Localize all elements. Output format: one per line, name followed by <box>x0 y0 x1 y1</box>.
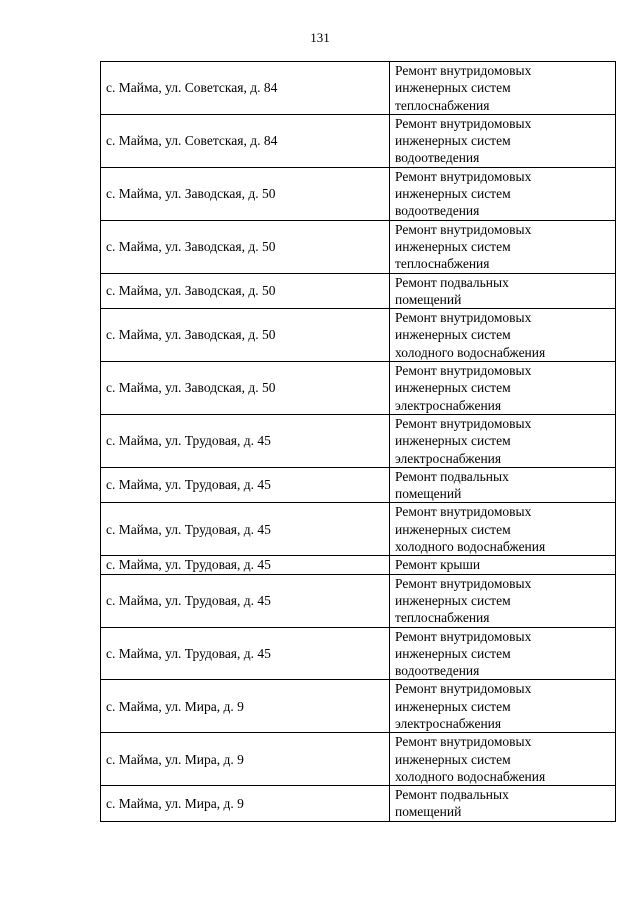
work-line: инженерных систем <box>395 751 511 767</box>
work-line: инженерных систем <box>395 380 511 396</box>
table-row <box>101 733 616 786</box>
address-cell: с. Майма, ул. Заводская, д. 50 <box>101 167 390 220</box>
work-line: Ремонт внутридомовых <box>395 681 532 697</box>
work-cell <box>390 309 616 362</box>
work-line: Ремонт внутридомовых <box>395 415 532 431</box>
work-line: инженерных систем <box>395 238 511 254</box>
address-cell: с. Майма, ул. Трудовая, д. 45 <box>101 503 390 556</box>
work-cell <box>390 414 616 467</box>
table-row <box>101 574 616 627</box>
table-row <box>101 220 616 273</box>
work-cell <box>390 62 616 115</box>
table-row <box>101 414 616 467</box>
work-line: инженерных систем <box>395 186 511 202</box>
address-cell: с. Майма, ул. Трудовая, д. 45 <box>101 467 390 503</box>
work-line: холодного водоснабжения <box>395 539 546 555</box>
work-line: инженерных систем <box>395 80 511 96</box>
work-line: инженерных систем <box>395 645 511 661</box>
work-line: Ремонт подвальных <box>395 787 509 803</box>
address-cell: с. Майма, ул. Заводская, д. 50 <box>101 309 390 362</box>
work-line: водоотведения <box>395 203 480 219</box>
work-cell <box>390 167 616 220</box>
work-cell <box>390 467 616 503</box>
work-line: помещений <box>395 291 462 307</box>
table-row <box>101 680 616 733</box>
work-line: инженерных систем <box>395 327 511 343</box>
work-cell <box>390 680 616 733</box>
work-line: Ремонт внутридомовых <box>395 628 532 644</box>
work-line: холодного водоснабжения <box>395 344 546 360</box>
work-line: инженерных систем <box>395 433 511 449</box>
works-table-body <box>101 62 616 822</box>
work-line: водоотведения <box>395 663 480 679</box>
table-row <box>101 362 616 415</box>
address-cell: с. Майма, ул. Трудовая, д. 45 <box>101 627 390 680</box>
table-row <box>101 309 616 362</box>
work-line: инженерных систем <box>395 521 511 537</box>
work-line: инженерных систем <box>395 133 511 149</box>
table-row <box>101 167 616 220</box>
table-row <box>101 273 616 309</box>
work-line: инженерных систем <box>395 698 511 714</box>
address-cell: с. Майма, ул. Заводская, д. 50 <box>101 362 390 415</box>
work-cell <box>390 556 616 574</box>
work-line: теплоснабжения <box>395 610 490 626</box>
work-cell <box>390 786 616 822</box>
work-line: теплоснабжения <box>395 97 490 113</box>
work-line: электроснабжения <box>395 450 502 466</box>
address-cell: с. Майма, ул. Заводская, д. 50 <box>101 273 390 309</box>
work-line: водоотведения <box>395 150 480 166</box>
address-cell: с. Майма, ул. Советская, д. 84 <box>101 62 390 115</box>
work-line: инженерных систем <box>395 592 511 608</box>
table-row <box>101 467 616 503</box>
work-cell <box>390 362 616 415</box>
work-cell <box>390 627 616 680</box>
table-row <box>101 503 616 556</box>
work-line: Ремонт внутридомовых <box>395 168 532 184</box>
address-cell: с. Майма, ул. Заводская, д. 50 <box>101 220 390 273</box>
page-number: 131 <box>310 30 330 45</box>
address-cell: с. Майма, ул. Мира, д. 9 <box>101 786 390 822</box>
table-row <box>101 62 616 115</box>
work-line: Ремонт внутридомовых <box>395 63 532 78</box>
work-line: Ремонт подвальных <box>395 468 509 484</box>
work-cell <box>390 574 616 627</box>
work-line: Ремонт подвальных <box>395 274 509 290</box>
table-row <box>101 556 616 574</box>
work-line: Ремонт крыши <box>395 557 481 573</box>
address-cell: с. Майма, ул. Мира, д. 9 <box>101 733 390 786</box>
work-line: Ремонт внутридомовых <box>395 504 532 520</box>
works-table <box>100 61 616 822</box>
work-line: электроснабжения <box>395 715 502 731</box>
address-cell: с. Майма, ул. Трудовая, д. 45 <box>101 414 390 467</box>
address-cell: с. Майма, ул. Трудовая, д. 45 <box>101 556 390 574</box>
table-row <box>101 786 616 822</box>
work-cell <box>390 220 616 273</box>
address-cell: с. Майма, ул. Трудовая, д. 45 <box>101 574 390 627</box>
work-cell <box>390 273 616 309</box>
work-line: Ремонт внутридомовых <box>395 734 532 750</box>
table-row <box>101 114 616 167</box>
work-line: помещений <box>395 804 462 820</box>
work-line: Ремонт внутридомовых <box>395 575 532 591</box>
work-cell <box>390 503 616 556</box>
table-row <box>101 627 616 680</box>
work-line: Ремонт внутридомовых <box>395 310 532 326</box>
address-cell: с. Майма, ул. Мира, д. 9 <box>101 680 390 733</box>
work-line: Ремонт внутридомовых <box>395 363 532 379</box>
work-line: холодного водоснабжения <box>395 768 546 784</box>
work-cell <box>390 114 616 167</box>
work-line: Ремонт внутридомовых <box>395 115 532 131</box>
work-line: теплоснабжения <box>395 256 490 272</box>
work-line: электроснабжения <box>395 397 502 413</box>
work-line: Ремонт внутридомовых <box>395 221 532 237</box>
work-line: помещений <box>395 486 462 502</box>
work-cell <box>390 733 616 786</box>
address-cell: с. Майма, ул. Советская, д. 84 <box>101 114 390 167</box>
